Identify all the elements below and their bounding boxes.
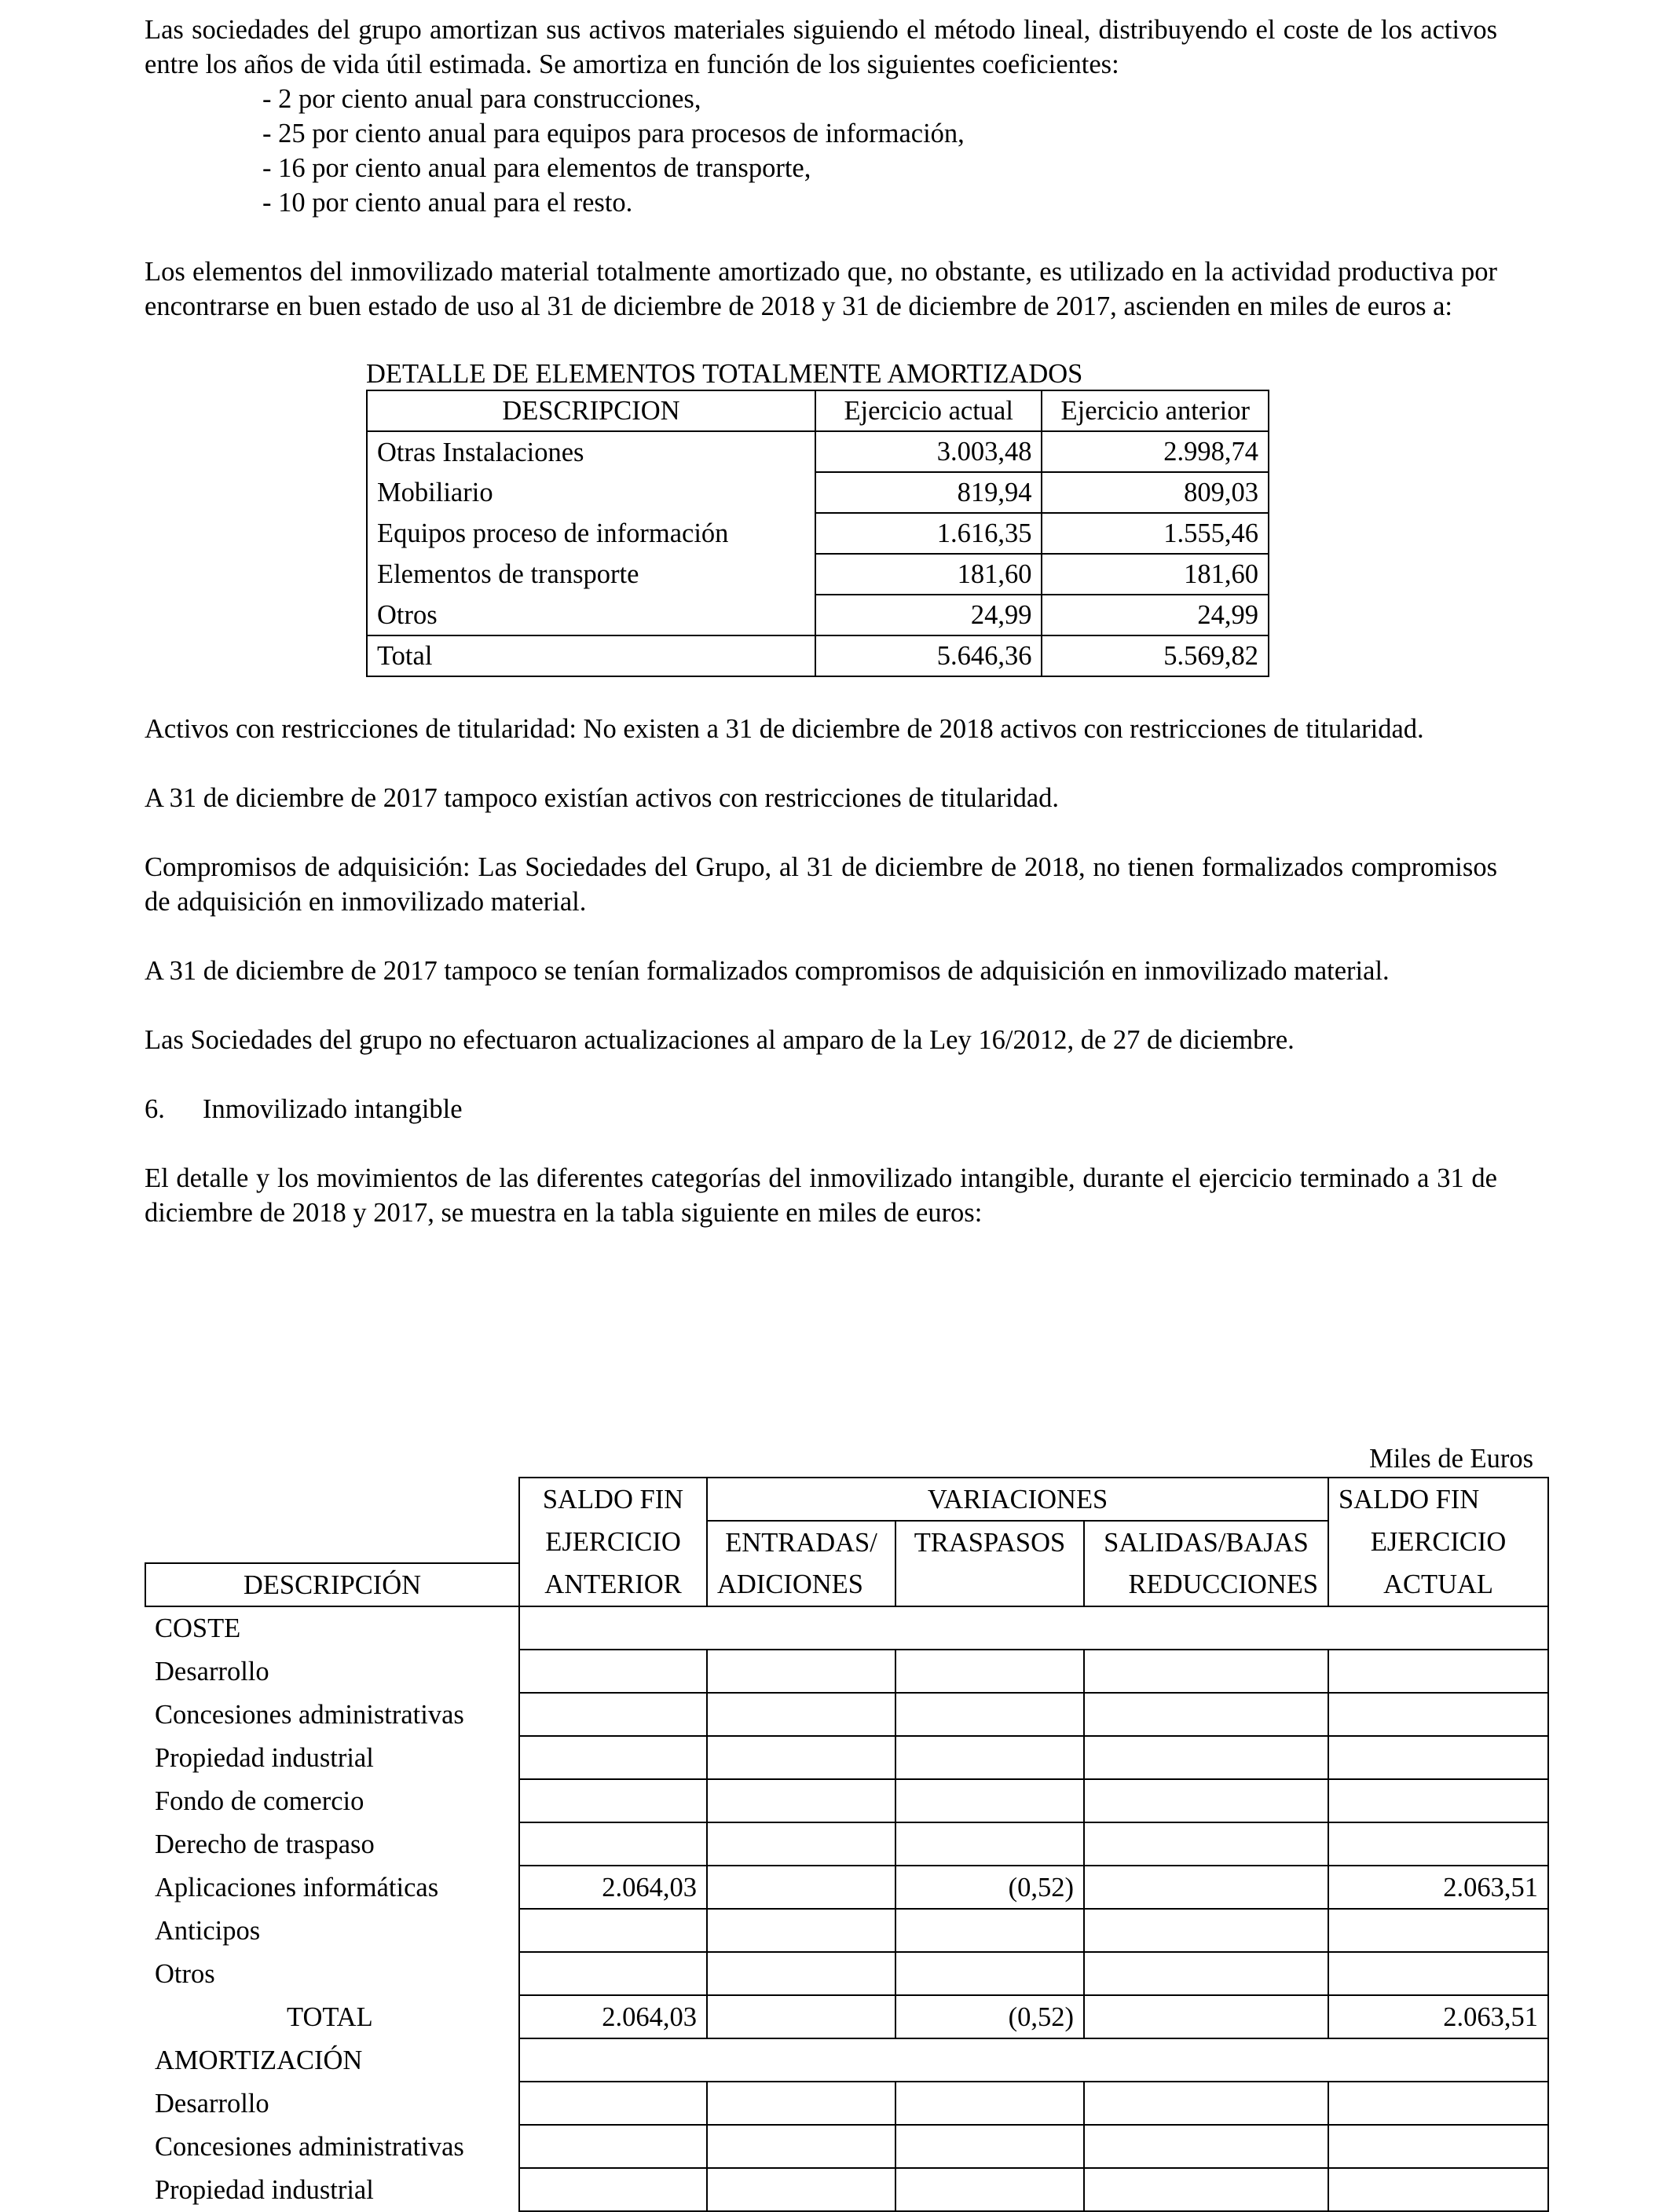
header-saldo-anterior: SALDO FIN (519, 1478, 707, 1521)
header-row-1 (145, 1478, 1548, 1521)
cell-value (1084, 1693, 1328, 1736)
coefficient-list (262, 82, 1497, 220)
cell-value (707, 1736, 895, 1779)
cell-value (895, 2082, 1084, 2125)
value-current: 181,60 (815, 554, 1042, 595)
row-label: Desarrollo (155, 1656, 269, 1686)
fully-amortized-table-caption: DETALLE DE ELEMENTOS TOTALMENTE AMORTIZADOS (366, 359, 1083, 389)
section-title: Inmovilizado intangible (203, 1094, 463, 1124)
cell-value (1328, 2168, 1548, 2211)
value-current: 24,99 (815, 595, 1042, 635)
table-header-row (367, 390, 1269, 431)
cell-value (1328, 1693, 1548, 1736)
header-saldo-actual: EJERCICIO (1328, 1521, 1548, 1563)
cell-value (707, 1693, 895, 1736)
cell-value (1328, 2125, 1548, 2168)
table-row (145, 1952, 1548, 1995)
cell-value (519, 2125, 707, 2168)
paragraph-revaluations: Las Sociedades del grupo no efectuaron actualizaciones al amparo de la Ley 16/2012, de 27 de diciembre. (145, 1025, 1295, 1055)
cell-value (519, 2082, 707, 2125)
value-current: 1.616,35 (815, 513, 1042, 554)
table-row (367, 513, 1269, 554)
cell-value (519, 1909, 707, 1952)
cell-value (895, 1693, 1084, 1736)
header-row-3 (145, 1563, 1548, 1606)
cell-value (1084, 1650, 1328, 1693)
cell-value (519, 2168, 707, 2211)
row-label: Otros (367, 595, 815, 635)
cell-value (1328, 1909, 1548, 1952)
header-descripcion: DESCRIPCIÓN (145, 1563, 519, 1606)
coefficient-item: - 16 por ciento anual para elementos de transporte, (262, 153, 811, 183)
paragraph-commitments-2017: A 31 de diciembre de 2017 tampoco se tenían formalizados compromisos de adquisición en inmovilizado material. (145, 956, 1390, 986)
header-row-2 (145, 1521, 1548, 1563)
table-row (145, 1866, 1548, 1909)
paragraph-commitments-2018: Compromisos de adquisición: Las Sociedades del Grupo, al 31 de diciembre de 2018, no tienen formalizados compromisos de adquisición en inmovilizado material. (145, 852, 1497, 917)
cell-value (519, 1822, 707, 1866)
cell-value (1084, 1995, 1328, 2038)
coefficient-item: - 25 por ciento anual para equipos para procesos de información, (262, 119, 965, 148)
cell-value (519, 1779, 707, 1822)
cell-value (1328, 2082, 1548, 2125)
cell-value (519, 1693, 707, 1736)
cell-value (519, 1650, 707, 1693)
header-entradas: ENTRADAS/ (707, 1521, 895, 1563)
cell-value (1328, 1650, 1548, 1693)
header-traspasos: TRASPASOS (895, 1521, 1084, 1563)
section-row-amortizacion (145, 2038, 1548, 2082)
cell-value (895, 1909, 1084, 1952)
row-label: Propiedad industrial (155, 1742, 374, 1773)
row-label: Total (367, 635, 815, 676)
table-row (145, 1909, 1548, 1952)
value-previous: 24,99 (1042, 595, 1269, 635)
cell-value (895, 1650, 1084, 1693)
table-row (367, 554, 1269, 595)
cell-value (707, 1779, 895, 1822)
header-saldo-actual: ACTUAL (1328, 1563, 1548, 1606)
table-row (145, 2168, 1548, 2211)
cell-value (1328, 1779, 1548, 1822)
column-header: Ejercicio actual (815, 390, 1042, 431)
table-row (367, 472, 1269, 513)
cell-value (1328, 1952, 1548, 1995)
row-label: Elementos de transporte (367, 554, 815, 595)
cell-value (1084, 1909, 1328, 1952)
cell-value (895, 1822, 1084, 1866)
value-previous: 2.998,74 (1042, 431, 1269, 472)
table-total-row (145, 1995, 1548, 2038)
cell-value (707, 2125, 895, 2168)
cell-value: 2.064,03 (519, 1866, 707, 1909)
paragraph-depreciation-method: Las sociedades del grupo amortizan sus activos materiales siguiendo el método lineal, distribuyendo el coste de los activos entre los años de vida útil estimada. Se amortiza en función de los siguientes coeficientes: (145, 15, 1497, 79)
header-saldo-anterior: EJERCICIO (519, 1521, 707, 1563)
table-row (145, 1779, 1548, 1822)
table-row (145, 2125, 1548, 2168)
coefficient-item: - 2 por ciento anual para construcciones, (262, 84, 701, 114)
header-salidas: SALIDAS/BAJAS (1084, 1521, 1328, 1563)
row-label: Aplicaciones informáticas (155, 1872, 439, 1903)
paragraph-title-restrictions-2018: Activos con restricciones de titularidad: No existen a 31 de diciembre de 2018 activos con restricciones de titularidad. (145, 714, 1424, 744)
header-saldo-actual: SALDO FIN (1328, 1478, 1548, 1521)
cell-value (1084, 1866, 1328, 1909)
column-header: DESCRIPCION (367, 390, 815, 431)
section-heading (145, 1092, 1497, 1126)
value-current: 5.646,36 (815, 635, 1042, 676)
row-label: Equipos proceso de información (367, 513, 815, 554)
cell-value (1084, 2168, 1328, 2211)
table-row (145, 1693, 1548, 1736)
cell-value (895, 1779, 1084, 1822)
table-row (145, 2082, 1548, 2125)
section-label: AMORTIZACIÓN (155, 2045, 363, 2075)
cell-value (707, 1650, 895, 1693)
cell-value (707, 2082, 895, 2125)
value-current: 3.003,48 (815, 431, 1042, 472)
value-current: 819,94 (815, 472, 1042, 513)
cell-value (707, 1866, 895, 1909)
cell-value (895, 2168, 1084, 2211)
value-previous: 809,03 (1042, 472, 1269, 513)
row-label: Propiedad industrial (155, 2174, 374, 2205)
row-label: Fondo de comercio (155, 1785, 364, 1816)
cell-value (1084, 2125, 1328, 2168)
unit-label: Miles de Euros (1369, 1444, 1533, 1474)
table-row (145, 1736, 1548, 1779)
cell-value: (0,52) (895, 1866, 1084, 1909)
table-total-row (367, 635, 1269, 676)
cell-value (1084, 1822, 1328, 1866)
cell-value: 2.063,51 (1328, 1866, 1548, 1909)
section-row-coste (145, 1606, 1548, 1650)
cell-value (895, 1952, 1084, 1995)
row-label: Mobiliario (367, 472, 815, 513)
section-label: COSTE (145, 1606, 519, 1650)
cell-value (707, 1822, 895, 1866)
cell-value (1084, 1736, 1328, 1779)
header-variaciones: VARIACIONES (707, 1478, 1328, 1521)
coefficient-item: - 10 por ciento anual para el resto. (262, 188, 633, 218)
table-row (367, 431, 1269, 472)
cell-value (707, 1909, 895, 1952)
cell-value: 2.064,03 (519, 1995, 707, 2038)
cell-value (707, 1995, 895, 2038)
cell-value (1084, 1779, 1328, 1822)
cell-value (895, 2125, 1084, 2168)
header-saldo-anterior: ANTERIOR (519, 1563, 707, 1606)
cell-value (1084, 1952, 1328, 1995)
cell-value (895, 1736, 1084, 1779)
document-page (145, 13, 1497, 1230)
section-number: 6. (145, 1094, 165, 1124)
header-salidas: REDUCCIONES (1084, 1563, 1328, 1606)
value-previous: 1.555,46 (1042, 513, 1269, 554)
row-label: Concesiones administrativas (155, 2131, 464, 2162)
row-label: Anticipos (155, 1915, 261, 1946)
cell-value (707, 2168, 895, 2211)
value-previous: 181,60 (1042, 554, 1269, 595)
cell-value (1328, 1822, 1548, 1866)
cell-value (1084, 2082, 1328, 2125)
cell-value (519, 1952, 707, 1995)
row-label: Otras Instalaciones (367, 431, 815, 472)
paragraph-fully-amortized: Los elementos del inmovilizado material totalmente amortizado que, no obstante, es utilizado en la actividad productiva por encontrarse en buen estado de uso al 31 de diciembre de 2018 y 31 de diciembre de 2017, ascienden en miles de euros a: (145, 257, 1497, 321)
row-label: Otros (155, 1958, 215, 1989)
cell-value (707, 1952, 895, 1995)
value-previous: 5.569,82 (1042, 635, 1269, 676)
paragraph-title-restrictions-2017: A 31 de diciembre de 2017 tampoco existían activos con restricciones de titularidad. (145, 783, 1060, 813)
cell-value (1328, 1736, 1548, 1779)
cell-value (519, 1736, 707, 1779)
row-label: Derecho de traspaso (155, 1829, 375, 1859)
table-row (367, 595, 1269, 635)
intangible-table-block (145, 1406, 1547, 2212)
fully-amortized-table (366, 390, 1269, 677)
row-label: Concesiones administrativas (155, 1699, 464, 1730)
paragraph-intangible-intro: El detalle y los movimientos de las diferentes categorías del inmovilizado intangible, durante el ejercicio terminado a 31 de diciembre de 2018 y 2017, se muestra en la tabla siguiente en miles de euros: (145, 1163, 1497, 1228)
intangible-assets-table (145, 1477, 1549, 2212)
fully-amortized-table-block (366, 358, 1269, 677)
row-label: TOTAL (287, 2001, 373, 2032)
column-header: Ejercicio anterior (1042, 390, 1269, 431)
row-label: Desarrollo (155, 2088, 269, 2119)
table-row (145, 1650, 1548, 1693)
cell-value: 2.063,51 (1328, 1995, 1548, 2038)
table-row (145, 1822, 1548, 1866)
header-entradas: ADICIONES (707, 1563, 895, 1606)
cell-value: (0,52) (895, 1995, 1084, 2038)
